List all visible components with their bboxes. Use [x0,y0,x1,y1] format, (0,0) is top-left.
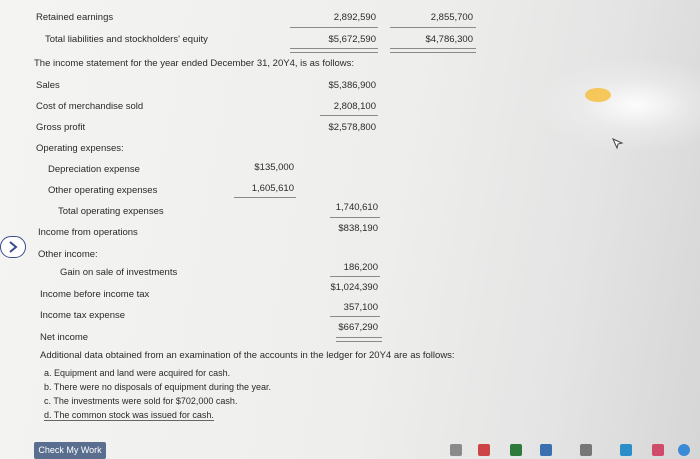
income-intro: The income statement for the year ended December 31, 20Y4, is as follows: [34,58,354,69]
opex-label: Operating expenses: [36,143,124,154]
total-opex-value: 1,740,610 [335,202,378,213]
retained-earnings-y4: 2,892,590 [333,12,376,23]
net-income-label: Net income [40,332,89,343]
tax-label: Income tax expense [40,310,126,321]
gain-value: 186,200 [343,262,378,273]
app-icon[interactable] [540,444,552,456]
app-icon[interactable] [678,444,690,456]
underline [320,115,378,116]
other-opex-value: 1,605,610 [251,183,294,194]
list-item: d. The common stock was issued for cash. [44,410,214,420]
other-opex-label: Other operating expenses [48,185,158,196]
total-le-label: Total liabilities and stockholders' equity [45,34,208,45]
taskbar [430,440,700,459]
retained-earnings-label: Retained earnings [36,12,114,23]
app-icon[interactable] [478,444,490,456]
underline [330,276,380,277]
double-underline [390,48,476,53]
depreciation-label: Depreciation expense [48,164,140,175]
app-icon[interactable] [510,444,522,456]
app-icon[interactable] [620,444,632,456]
double-underline [290,48,378,53]
expand-button[interactable] [0,236,26,258]
ibt-value: $1,024,390 [330,282,378,293]
app-icon[interactable] [580,444,592,456]
underline [234,197,296,198]
underline [290,27,378,28]
tax-value: 357,100 [343,302,378,313]
check-my-work-button[interactable]: Check My Work [34,442,106,459]
ibt-label: Income before income tax [40,289,150,300]
sales-value: $5,386,900 [328,80,376,91]
sales-label: Sales [36,80,60,91]
gross-profit-value: $2,578,800 [328,122,376,133]
screen-glare [540,60,700,150]
gross-profit-label: Gross profit [36,122,86,133]
list-item: c. The investments were sold for $702,000 cash. [44,396,238,406]
other-income-label: Other income: [38,249,98,260]
cogs-label: Cost of merchandise sold [36,101,144,112]
income-ops-value: $838,190 [338,223,378,234]
chevron-right-icon [7,241,19,253]
app-icon[interactable] [652,444,664,456]
gain-label: Gain on sale of investments [60,267,178,278]
list-item: a. Equipment and land were acquired for cash. [44,368,231,378]
total-le-y3: $4,786,300 [425,34,473,45]
depreciation-value: $135,000 [254,162,294,173]
glare-highlight [585,88,611,102]
additional-intro: Additional data obtained from an examination of the accounts in the ledger for 20Y4 are as follows: [40,350,455,361]
underline [330,316,380,317]
double-underline [336,337,382,342]
cogs-value: 2,808,100 [333,101,376,112]
retained-earnings-y3: 2,855,700 [430,12,473,23]
net-income-value: $667,290 [338,322,378,333]
cursor-icon [612,138,624,150]
underline [330,217,380,218]
list-item: b. There were no disposals of equipment during the year. [44,382,271,392]
app-icon[interactable] [450,444,462,456]
income-ops-label: Income from operations [38,227,138,238]
underline [390,27,476,28]
total-le-y4: $5,672,590 [328,34,376,45]
total-opex-label: Total operating expenses [58,206,164,217]
